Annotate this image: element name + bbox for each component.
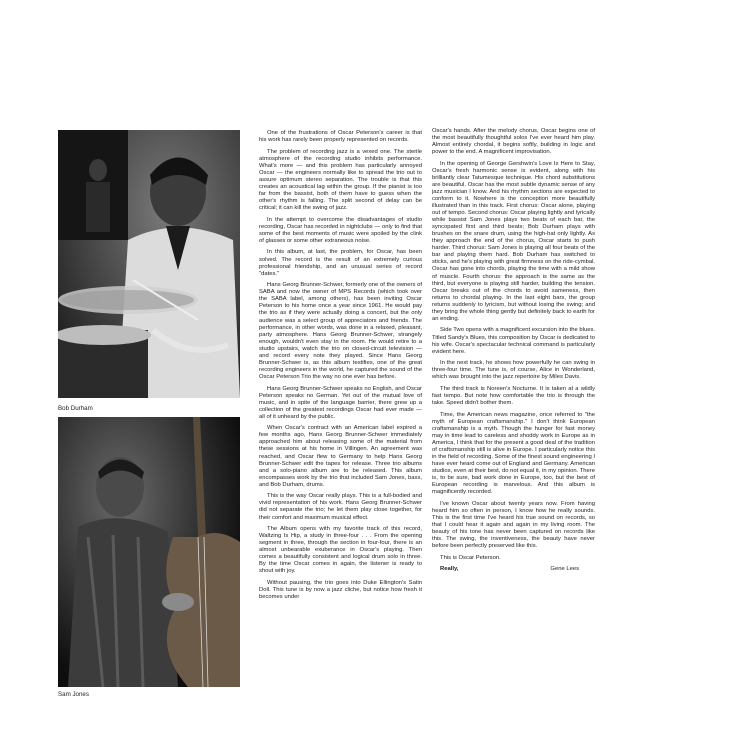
photo-sam-jones: [58, 417, 240, 687]
drummer-photo-illustration: [58, 130, 240, 398]
photo-caption: Bob Durham: [58, 405, 93, 412]
paragraph: In this album, at last, the problem, for Oscar, has been solved. The record is the result of an extremely curious professional friendship, and an unusual series of record "dates.": [259, 249, 422, 277]
signoff-author: Gene Lees: [550, 566, 579, 573]
paragraph: The Album opens with my favorite track of this record, Waltzing Is Hip, a study in three-four . . . From the opening segment in three, through the section in four-four, there is an almost unbearable exuberance in Oscar's playing. Then comes a beautifully consistent and logical drum solo in three. By the time Oscar comes in again, the listener is ready to shout with joy.: [259, 526, 422, 575]
photo-caption: Sam Jones: [58, 691, 89, 698]
paragraph: In the attempt to overcome the disadvantages of studio recording, Oscar has recorded in nightclubs — only to find that some of the best moments of music were spoiled by the clink of glasses or some other extraneous noise.: [259, 216, 422, 244]
paragraph: In the opening of George Gershwin's Love Is Here to Stay, Oscar's fresh harmonic sense is evident, along with his brilliantly clear Tatumesque technique. His chord substitutions are beautiful. Oscar has the most subtle dynamic sense of any jazz musician I know. And his rhythm sections are expected to conform to it. Nowhere is the conception more beautifully illustrated than in this track. First chorus: Oscar alone, playing out of tempo. Second chorus: Oscar playing lightly and lyrically while bassist Sam Jones plays two beats of each bar, the syncopated first and third beats; Bob Durham plays with brushes on the snare drum, using the high-hat only lightly. As they approach the end of the chorus, Oscar starts to push harder. Third chorus: Sam Jones is playing all four beats of the bar and playing them hard. Bob Durham has switched to sticks, and he's playing with great firmness on the ride-cymbal. Oscar has gone into chords, playing the time with a mild show of muscle. Fourth chorus: the approach is the same as the third, but everyone is playing still harder, building the tension. Oscar breaks out of the chords to avoid sameness, then returns to chordal playing. In the last eight bars, the group returns suddenly to lyricism, but without losing the swing; and they bring the whole thing gently but definitely back to earth for an ending.: [432, 160, 595, 322]
paragraph: This is the way Oscar really plays. This is a full-bodied and vivid representation of his work. Hans Georg Brunner-Schwer did not separate the trio; he let them play close together, for their comfort and maximum musical effect.: [259, 493, 422, 521]
paragraph: The third track is Noreen's Nocturne. It is taken at a wildly fast tempo. But note how comfortable the trio is through the take. Speed didn't bother them.: [432, 385, 595, 407]
paragraph: Hans Georg Brunner-Schwer, formerly one of the owners of SABA and now the owner of MPS Records (which took over the SABA label, among others), has been inviting Oscar Peterson to his home once a year since 1961. He would pay the trio as if they were actually doing a concert, but the only audience was a select group of appreciators and friends. The performance, in other words, was done in a relaxed, pleasant, party atmosphere. Hans Georg Brunner-Schwer, strangely enough, wouldn't even stay in the room. He would retire to a studio upstairs, watch the trio on closed-circuit television — and record every note they played. Since Hans Georg Brunner-Schwer is, as this album testifies, one of the great recording engineers in the world, he captured the sound of the Oscar Peterson Trio the way no one ever has before.: [259, 282, 422, 380]
paragraph: The problem of recording jazz is a vexed one. The sterile atmosphere of the recording studio inhibits performance. What's more — and this problem has particularly annoyed Oscar — the engineers normally like to spread the trio out to assure optimum stereo separation. The trouble is that this creates an acoustical lag within the group. If the pianist is too far from the bassist, both of them have to guess when the other's rhythm is falling. The split second of delay can be critical; it can kill the swing of jazz.: [259, 148, 422, 212]
liner-notes-column-middle: [259, 130, 422, 606]
paragraph: Side Two opens with a magnificent excursion into the blues. Titled Sandy's Blues, this composition by Oscar is dedicated to his wife. Oscar's spectacular technical command is particularly evident here.: [432, 327, 595, 355]
paragraph: I've known Oscar about twenty years now. From having heard him so often in person, I know how he really sounds. This is the first time I've heard his true sound on records, so that I could hear it again and again in my living room. The beauty of his tone has never been captured on records like this. The swing, the inventiveness, the beauty have never before been perfectly preserved like this.: [432, 500, 595, 550]
bassist-photo-illustration: [58, 417, 240, 687]
paragraph: One of the frustrations of Oscar Peterson's career is that his work has rarely been properly represented on records.: [259, 130, 422, 144]
signoff-really: Really,: [440, 566, 459, 573]
paragraph: Hans Georg Brunner-Schwer speaks no English, and Oscar Peterson speaks no German. Yet out of the mutual love of music, and in spite of the language barrier, there grew up a collection of the greatest recordings Oscar had ever made — all of it unheard by the public.: [259, 385, 422, 420]
paragraph: This is Oscar Peterson.: [440, 554, 501, 561]
paragraph: When Oscar's contract with an American label expired a few months ago, Hans Georg Brunner-Schwer immediately approached him about releasing some of the material from these sessions at his home in Villingen. An agreement was reached, and Oscar flew to Germany to help Hans Georg Brunner-Schwer edit the tapes for release. Three trio albums and a solo-piano album are to be released. This album encompasses work by the trio that included Sam Jones, bass, and Bob Durham, drums.: [259, 425, 422, 488]
paragraph: Oscar's hands. After the melody chorus, Oscar begins one of the most beautifully thoughtful solos I've ever heard him play. Almost entirely chordal, it begins softly, building in logic and power to the end. A magnificent improvisation.: [432, 128, 595, 156]
signoff: [432, 566, 595, 573]
liner-notes-column-right: [432, 128, 595, 573]
photo-bob-durham: [58, 130, 240, 398]
paragraph: Without pausing, the trio goes into Duke Ellington's Satin Doll. This tune is by now a jazz cliche, but notice how fresh it becomes under: [259, 580, 422, 601]
paragraph: In the next track, he shows how powerfully he can swing in three-four time. The tune is, of course, Alice in Wonderland, which was brought into the jazz repertoire by Miles Davis.: [432, 360, 595, 381]
paragraph: Time, the American news magazine, once referred to "the myth of European craftsmanship." I don't think European craftsmanship is a myth. Though the hunger for fast money may in time lead to careless and shoddy work in Europe as in America, I think that for the present a good deal of the tradition of craftsmanship still is alive in Europe. I particularly notice this in the field of recording. Some of the finest sound engineering I have ever heard come out of England and Germany. American studios, even at their best, do not equal it, in my opinion. There is, to be sure, bad work done in Europe, too, but the best of European recording is marvelous. And this album is magnificently recorded.: [432, 411, 595, 496]
